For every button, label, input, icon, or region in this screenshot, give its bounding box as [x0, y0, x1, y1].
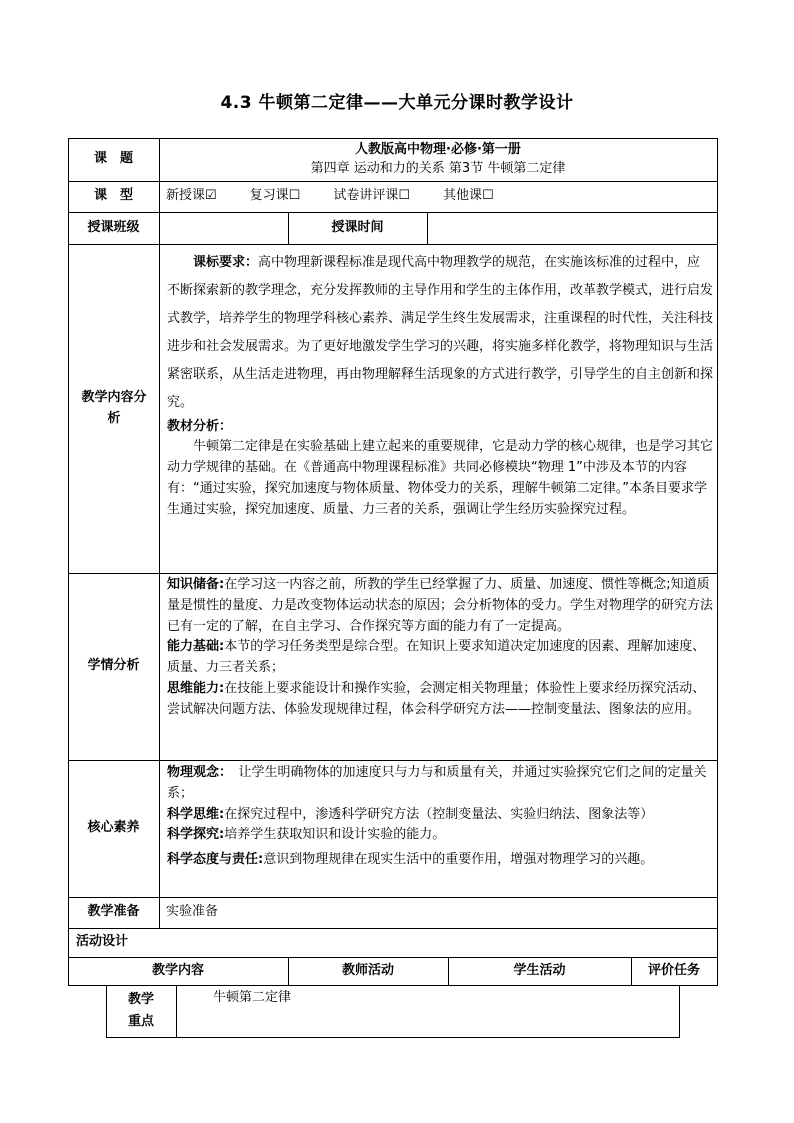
rule — [717, 138, 718, 986]
physics-concept-text: 让学生明确物体的加速度只与力与和质量有关，并通过实验探究它们之间的定量关系； — [167, 765, 707, 801]
prep-label: 教学准备 — [87, 904, 140, 920]
knowledge-reserve — [167, 575, 713, 637]
rule — [159, 138, 160, 928]
teaching-focus-label-line-1: 教学 — [127, 991, 154, 1007]
type-label: 课 型 — [93, 188, 133, 204]
header-teacher-activity: 教师活动 — [341, 962, 394, 978]
scientific-attitude — [167, 850, 713, 871]
scientific-thinking-lead: 科学思维: — [167, 806, 225, 822]
content-analysis-body — [167, 249, 713, 521]
thinking-ability-lead: 思维能力: — [167, 680, 225, 696]
topic-label: 课 题 — [93, 151, 133, 167]
content-analysis-label-text: 教学内容分析 — [81, 389, 147, 426]
teaching-focus-label-line-2: 重点 — [127, 1014, 154, 1029]
class-value[interactable] — [159, 212, 288, 244]
scientific-thinking-text: 在探究过程中，渗透科学研究方法（控制变量法、实验归纳法、图象法等） — [224, 806, 654, 822]
curriculum-requirement-text: 高中物理新课程标准是现代高中物理教学的规范，在实施该标准的过程中，应不断探索新的教学理念，充分发挥教师的主导作用和学生的主体作用，改革教学模式，进行启发式教学，培养学生的物理学科核心素养、满足学生终生发展需求，注重课程的时代性，关注科技进步和社会发展需求。为了更好地激发学生学习的兴趣，将实施多样化教学，将物理知识与生活紧密联系，从生活走进物理，再由物理解释生活现象的方式进行教学，引导学生的自主创新和探究。 — [167, 255, 714, 410]
type-option-exam[interactable]: 试卷讲评课☐ — [333, 188, 410, 204]
curriculum-requirement-lead: 课标要求： — [193, 255, 259, 270]
scientific-inquiry — [167, 825, 713, 846]
rule — [68, 573, 718, 574]
rule — [679, 985, 680, 1038]
header-student-activity: 学生活动 — [513, 962, 566, 978]
core-literacy-label: 核心素养 — [87, 820, 140, 836]
textbook-analysis-lead: 教材分析： — [167, 418, 233, 434]
content-analysis-label — [76, 244, 152, 573]
lesson-plan-table — [68, 138, 718, 1038]
scientific-attitude-lead: 科学态度与责任: — [167, 852, 264, 868]
header-teaching-content: 教学内容 — [151, 962, 204, 978]
student-analysis-body — [167, 575, 713, 721]
activity-design-label: 活动设计 — [76, 934, 129, 950]
topic-value — [159, 138, 717, 181]
type-option-other[interactable]: 其他课☐ — [442, 188, 494, 204]
student-analysis-label: 学情分析 — [87, 658, 140, 674]
physics-concept-lead: 物理观念： — [167, 765, 226, 780]
thinking-ability — [167, 679, 713, 721]
time-label: 授课时间 — [331, 219, 384, 235]
ability-basis-lead: 能力基础: — [167, 639, 225, 655]
ability-basis-text: 本节的学习任务类型是综合型。在知识上要求知道决定加速度的因素、理解加速度、质量、力三者关系； — [167, 639, 706, 676]
class-label: 授课班级 — [87, 219, 140, 235]
scientific-inquiry-text: 培养学生获取知识和设计实验的能力。 — [224, 827, 446, 843]
ability-basis — [167, 637, 713, 679]
type-options — [166, 181, 716, 212]
rule — [106, 1037, 680, 1038]
type-option-new[interactable]: 新授课☑ — [166, 188, 217, 204]
type-option-review[interactable]: 复习课☐ — [249, 188, 301, 204]
topic-line-2: 第四章 运动和力的关系 第3节 牛顿第二定律 — [310, 160, 566, 176]
scientific-inquiry-lead: 科学探究: — [167, 827, 225, 843]
physics-concept — [167, 763, 713, 805]
knowledge-reserve-text: 在学习这一内容之前，所教的学生已经掌握了力、质量、加速度、惯性等概念;知道质量是惯性的量度、力是改变物体运动状态的原因；会分析物体的受力。学生对物理学的研究方法已有一定的了解，在自主学习、合作探究等方面的能力有了一定提高。 — [167, 577, 714, 634]
thinking-ability-text: 在技能上要求能设计和操作实验，会测定相关物理量；体验性上要求经历探究活动、尝试解决问题方法、体验发现规律过程，体会科学研究方法——控制变量法、图象法的应用。 — [167, 680, 706, 717]
time-value[interactable] — [427, 212, 717, 244]
rule — [176, 985, 177, 1038]
topic-line-1: 人教版高中物理·必修·第一册 — [355, 141, 521, 157]
teaching-focus-value: 牛顿第二定律 — [213, 989, 292, 1005]
curriculum-requirement — [167, 249, 713, 417]
rule — [68, 244, 718, 245]
knowledge-reserve-lead: 知识储备: — [167, 577, 225, 592]
rule — [68, 760, 718, 761]
page-title: 4.3 牛顿第二定律——大单元分课时教学设计 — [220, 93, 574, 113]
textbook-analysis-text: 牛顿第二定律是在实验基础上建立起来的重要规律，它是动力学的核心规律，也是学习其它动力学规律的基础。在《普通高中物理课程标准》共同必修模块“物理 1”中涉及本节的内容有：“通过实验，探究加速度与物体质量、物体受力的关系，理解牛顿第二定律。”本条目要求学生通过实验，探究加速度、质量、力三者的关系，强调让学生经历实验探究过程。 — [167, 439, 714, 517]
core-literacy-body — [167, 763, 713, 871]
teaching-focus-label — [106, 985, 176, 1037]
scientific-attitude-text: 意识到物理规律在现实生活中的重要作用，增强对物理学习的兴趣。 — [263, 852, 654, 868]
header-evaluation-task: 评价任务 — [647, 962, 700, 978]
prep-value: 实验准备 — [166, 904, 219, 920]
scientific-thinking — [167, 805, 713, 826]
